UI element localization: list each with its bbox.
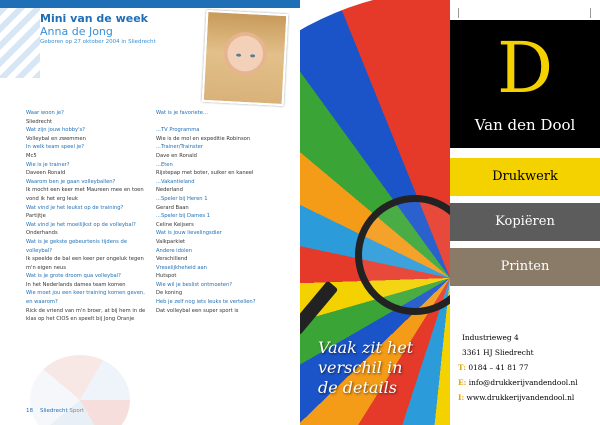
service-drukwerk: Drukwerk bbox=[450, 158, 600, 196]
qa-question: ...Vakantieland bbox=[156, 178, 195, 185]
service-printen: Printen bbox=[450, 248, 600, 286]
qa-question: Wat vind je het moeilijkst op de volleybal? bbox=[26, 221, 136, 228]
qa-answer: Celine Keijsers bbox=[156, 221, 194, 228]
email-label: E: bbox=[458, 378, 467, 387]
qa-answer: Sliedrecht bbox=[26, 118, 53, 125]
qa-right-intro: Wat is je favoriete... bbox=[156, 110, 208, 116]
contact-info bbox=[458, 330, 598, 405]
ad-panel bbox=[450, 0, 600, 425]
web-row bbox=[458, 390, 598, 405]
slogan-line: de details bbox=[318, 378, 397, 397]
qa-column-left bbox=[26, 109, 150, 324]
qa-question: Wat is je grote droom qua volleybal? bbox=[26, 273, 121, 280]
top-color-bar bbox=[0, 0, 300, 8]
qa-answer: Ik speelde de bal een keer per ongeluk tegen m'n eigen neus bbox=[26, 256, 144, 271]
decorative-stripes bbox=[0, 8, 40, 78]
qa-question: Wat zijn jouw hobby's? bbox=[26, 127, 85, 134]
article-title: Mini van de week bbox=[40, 12, 148, 25]
birth-info: Geboren op 27 oktober 2004 in Sliedrecht bbox=[40, 39, 156, 45]
qa-answer: Hutspot bbox=[156, 273, 177, 280]
qa-question: ...Trainer/Trainster bbox=[156, 144, 203, 151]
qa-answer: Rick de vriend van m'n broer, at bij hem in de klas op het CIOS en speelt bij Jong Oranje bbox=[26, 307, 146, 323]
qa-question: In welk team speel je? bbox=[26, 144, 84, 151]
qa-answer: Ik mocht een keer met Maureen mee en toen vond ik het erg leuk bbox=[26, 187, 144, 202]
qa-question: Waar woon je? bbox=[26, 110, 64, 116]
qa-answer: In het Nederlands dames team komen bbox=[26, 281, 126, 288]
qa-answer: Dat volleybal een super sport is bbox=[156, 307, 239, 314]
ad-slogan bbox=[318, 338, 448, 398]
phone-label: T: bbox=[458, 363, 466, 372]
qa-question: Heb je zelf nog iets leuks te vertellen? bbox=[156, 299, 256, 306]
qa-question: Waarom ben je gaan volleyballen? bbox=[26, 178, 116, 185]
qa-question: Wie wil je beslist ontmoeten? bbox=[156, 281, 232, 288]
qa-answer: Volleybal en zwemmen bbox=[26, 135, 86, 142]
qa-answer: De koning bbox=[156, 290, 183, 297]
qa-answer: Dave en Ronald bbox=[156, 152, 197, 159]
eye-right bbox=[250, 54, 255, 57]
company-logo bbox=[450, 20, 600, 148]
qa-question: ...TV Programma bbox=[156, 127, 200, 134]
qa-answer: Mc5 bbox=[26, 152, 37, 159]
qa-answer: Valkparkiet bbox=[156, 238, 186, 245]
right-page-advertisement bbox=[300, 0, 600, 425]
qa-answer: Wie is de mol en expeditie Robinson bbox=[156, 135, 251, 142]
qa-column-right bbox=[156, 109, 286, 315]
balloon-photo bbox=[300, 0, 450, 425]
qa-question: Wat vind je het leukst op de training? bbox=[26, 204, 124, 211]
volleyball-image bbox=[30, 355, 130, 425]
address-street: Industrieweg 4 bbox=[462, 333, 519, 342]
page-number: 18 bbox=[26, 408, 33, 414]
company-name: Van den Dool bbox=[474, 116, 576, 134]
page-footer bbox=[26, 408, 84, 414]
slogan-line: verschil in bbox=[318, 358, 403, 377]
qa-question: ...Speler bij Heren 1 bbox=[156, 195, 208, 202]
crop-mark bbox=[590, 8, 591, 18]
slogan-line: Vaak zit het bbox=[318, 338, 414, 357]
qa-question: Wie moet jou een keer training komen geven, en waarom? bbox=[26, 290, 145, 306]
qa-answer: Gerard Baan bbox=[156, 204, 189, 211]
qa-question: Wie is je trainer? bbox=[26, 161, 70, 168]
eye-left bbox=[236, 54, 241, 57]
qa-question: Wat is je gekste gebeurtenis tijdens de volleybal? bbox=[26, 238, 128, 254]
qa-question: ...Eten bbox=[156, 161, 173, 168]
qa-question: Vreselijkheheid aan bbox=[156, 264, 207, 271]
qa-answer: Verschillend bbox=[156, 256, 188, 263]
service-kopieren: Kopiëren bbox=[450, 203, 600, 241]
website: www.drukkerijvandendool.nl bbox=[466, 393, 575, 402]
phone-row bbox=[458, 360, 598, 375]
magazine-name: Sliedrecht bbox=[40, 408, 68, 414]
qa-question: Andere idolen bbox=[156, 247, 193, 254]
qa-answer: Onderhands bbox=[26, 230, 58, 237]
qa-question: Wat is jouw lievelingsdier bbox=[156, 230, 222, 237]
logo-letter: D bbox=[496, 27, 554, 109]
portrait-photo bbox=[202, 10, 289, 106]
qa-answer: Partijtje bbox=[26, 213, 46, 220]
address-city: 3361 HJ Sliedrecht bbox=[462, 348, 534, 357]
email-address: info@drukkerijvandendool.nl bbox=[468, 378, 578, 387]
featured-name: Anna de Jong bbox=[40, 25, 113, 38]
qa-answer: Daveen Ronald bbox=[26, 170, 66, 177]
qa-answer: Nederland bbox=[156, 187, 183, 194]
email-row bbox=[458, 375, 598, 390]
qa-question: ...Speler bij Dames 1 bbox=[156, 213, 211, 220]
web-label: I: bbox=[458, 393, 465, 402]
crop-mark bbox=[458, 8, 459, 18]
article-header bbox=[40, 12, 200, 46]
phone-number: 0184 – 41 81 77 bbox=[468, 363, 529, 372]
qa-answer: Rijstepap met boter, suiker en kaneel bbox=[156, 170, 254, 177]
section-name: Sport bbox=[69, 408, 85, 414]
